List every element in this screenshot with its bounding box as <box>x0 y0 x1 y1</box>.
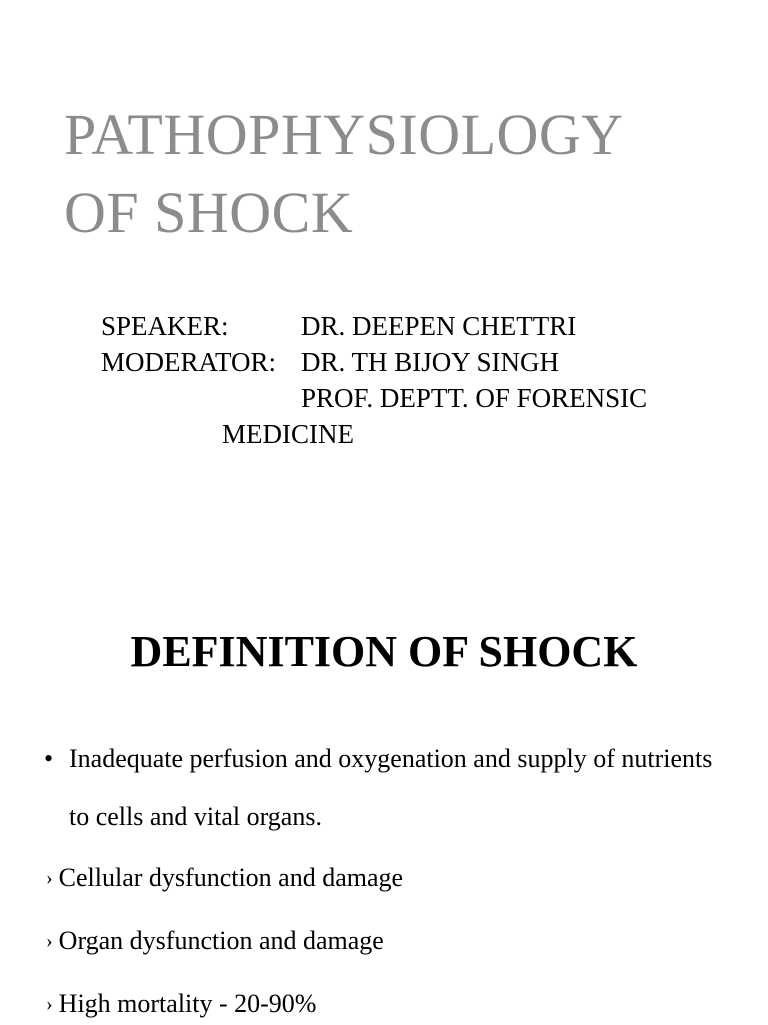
bullet-dot-icon: • <box>44 744 54 773</box>
sub-bullet-item <box>46 985 316 1025</box>
sub-bullet-text: Cellular dysfunction and damage <box>58 863 404 892</box>
title-line-1: PATHOPHYSIOLOGY <box>64 102 624 167</box>
moderator-title-line-2: MEDICINE <box>222 419 354 449</box>
sub-bullet-text: Organ dysfunction and damage <box>58 926 384 955</box>
definition-slide <box>0 560 768 1024</box>
sub-bullet-text: High mortality - 20-90% <box>58 989 317 1018</box>
chevron-right-icon: › <box>46 993 53 1015</box>
chevron-right-icon: › <box>46 930 53 952</box>
main-bullet-text: Inadequate perfusion and oxygenation and supply of nutrients to cells and vital organs. <box>69 744 713 831</box>
credits-block <box>0 308 768 452</box>
moderator-title-row-2 <box>0 416 768 452</box>
moderator-label: MODERATOR: <box>101 347 277 377</box>
definition-heading: DEFINITION OF SHOCK <box>130 627 638 676</box>
chevron-right-icon: › <box>46 867 53 889</box>
sub-bullet-item <box>46 922 384 962</box>
moderator-title-row <box>0 380 768 416</box>
main-bullet-item <box>44 740 724 846</box>
speaker-row <box>0 308 768 344</box>
speaker-label: SPEAKER: <box>101 311 229 341</box>
presentation-title <box>64 96 624 252</box>
title-line-2: OF SHOCK <box>64 180 354 245</box>
moderator-row <box>0 344 768 380</box>
speaker-name: DR. DEEPEN CHETTRI <box>301 311 577 341</box>
sub-bullet-item <box>46 859 403 899</box>
moderator-title-line-1: PROF. DEPTT. OF FORENSIC <box>301 383 648 413</box>
moderator-name: DR. TH BIJOY SINGH <box>301 347 560 377</box>
